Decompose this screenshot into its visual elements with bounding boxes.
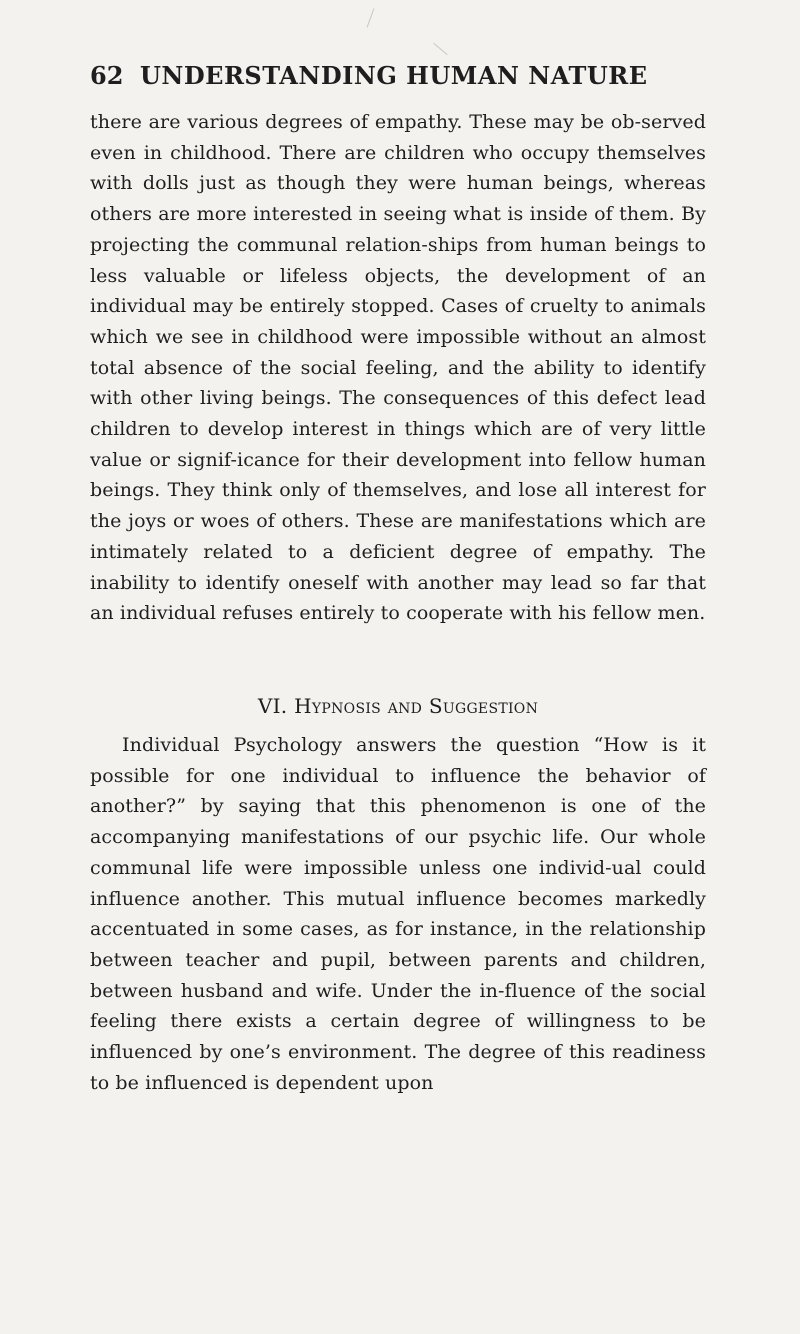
page-number: 62	[90, 61, 124, 90]
paragraph-hypnosis: Individual Psychology answers the question “How is it possible for one individual to influence the behavior of another?” by saying that this phenomenon is one of the accompanying manifestations of our psychic life. Our whole communal life were impossible unless one individ-ual could influence another. This mutual influence becomes markedly accentuated in some cases, as for instance, in the relationship between teacher and pupil, between parents and children, between husband and wife. Under the in-fluence of the social feeling there exists a certain degree of willingness to be influenced by one’s environment. The degree of this readiness to be influenced is dependent upon	[90, 734, 706, 1094]
paragraph-empathy: there are various degrees of empathy. These may be ob-served even in childhood. There are children who occupy themselves with dolls just as though they were human beings, whereas others are more interested in seeing what is inside of them. By projecting the communal relation-ships from human beings to less valuable or lifeless objects, the development of an individual may be entirely stopped. Cases of cruelty to animals which we see in childhood were impossible without an almost total absence of the social feeling, and the ability to identify with other living beings. The consequences of this defect lead children to develop interest in things which are of very little value or signif-icance for their development into fellow human beings. They think only of themselves, and lose all interest for the joys or woes of others. These are manifestations which are intimately related to a deficient degree of empathy. The inability to identify oneself with another may lead so far that an individual refuses entirely to cooperate with his fellow men.	[90, 111, 706, 625]
paper-mark	[367, 8, 375, 27]
page-header	[90, 60, 732, 92]
running-head: UNDERSTANDING HUMAN NATURE	[140, 61, 648, 90]
section-heading: VI. Hypnosis and Suggestion	[257, 694, 539, 718]
paper-mark	[433, 43, 447, 55]
